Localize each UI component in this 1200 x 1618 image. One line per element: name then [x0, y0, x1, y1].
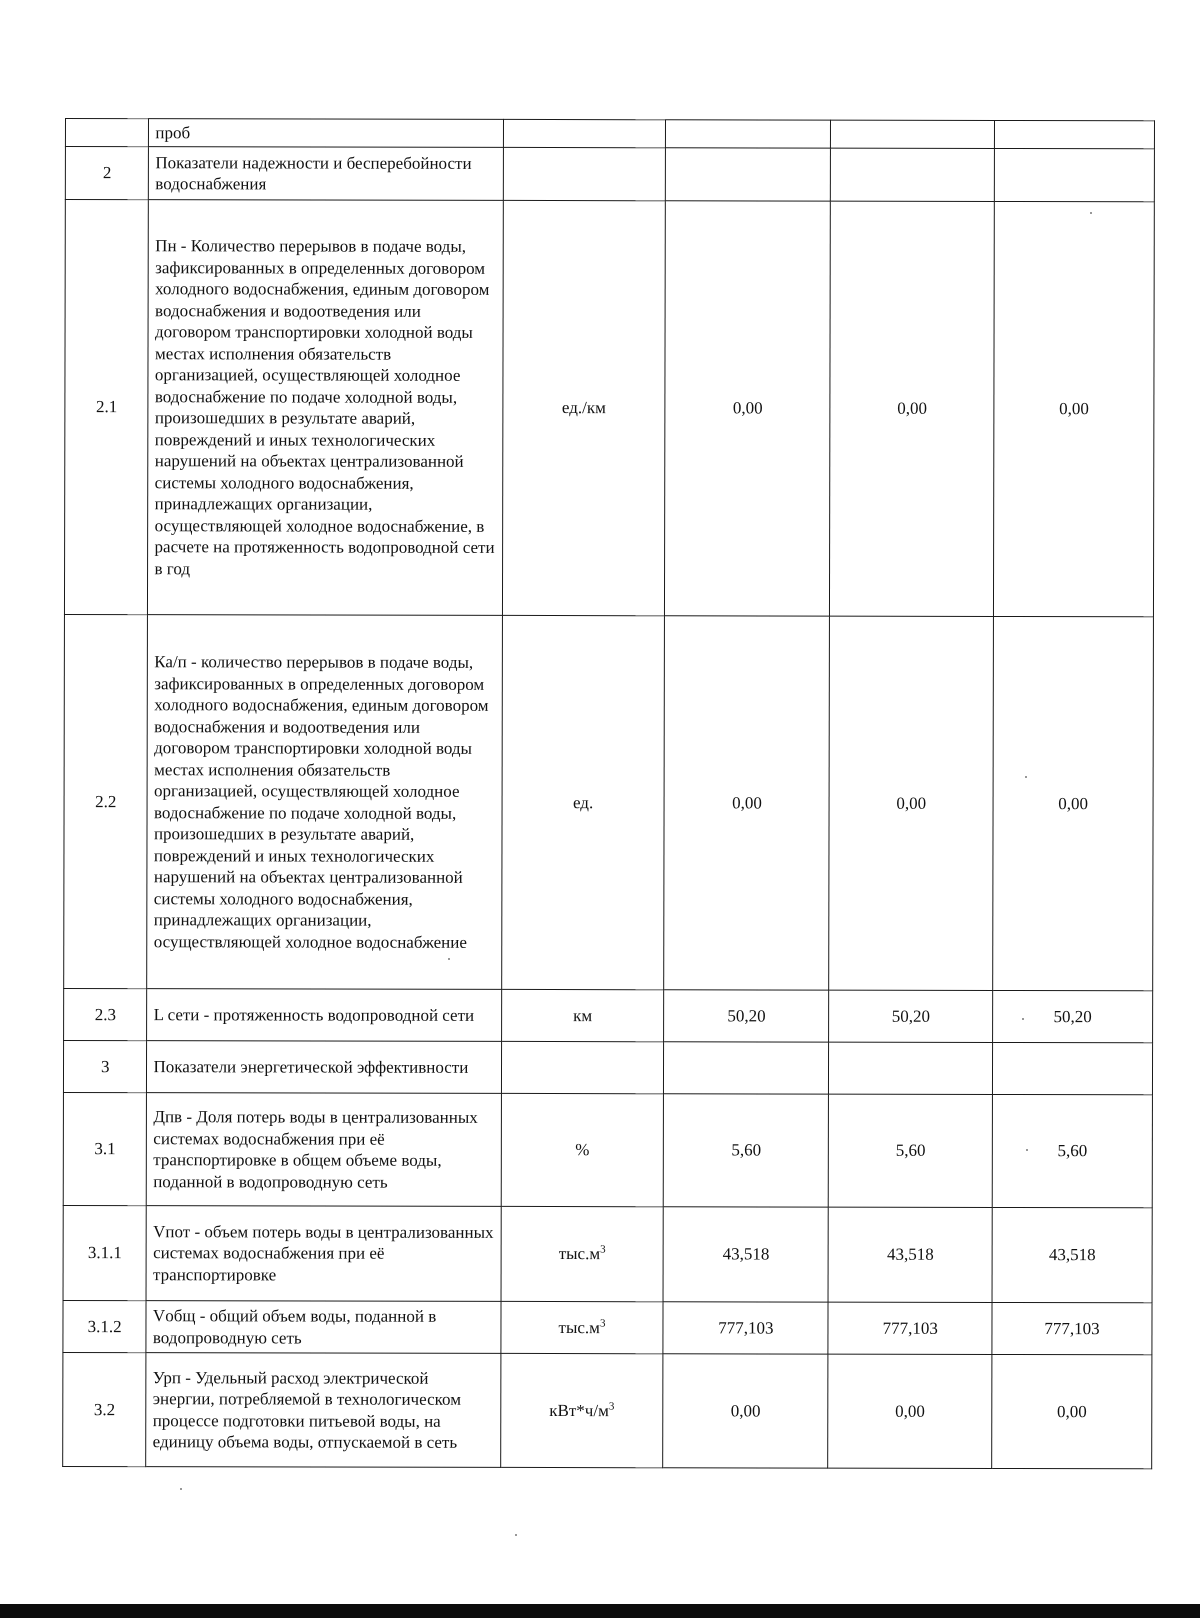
- unit-text: км: [573, 1005, 593, 1025]
- row-value-3: 5,60: [992, 1094, 1152, 1207]
- row-value-1: 0,00: [663, 1354, 828, 1468]
- table-row: [64, 614, 1154, 990]
- row-number: 3.1.2: [63, 1300, 147, 1352]
- row-description: Урп - Удельный расход электрической энергии, потребляемой в технологическом процессе подготовки питьевой воды, на единицу объема воды, отпускаемой в сеть: [146, 1353, 500, 1468]
- row-value-1: [666, 148, 831, 201]
- unit-text: ед.: [572, 792, 594, 812]
- row-description: Дпв - Доля потерь воды в централизованных системах водоснабжения при её транспортировке в общем объеме воды, поданной в водопроводную сеть: [147, 1093, 501, 1207]
- row-value-2: 0,00: [828, 1354, 992, 1468]
- scan-speck: [1090, 212, 1092, 214]
- row-value-2: 777,103: [828, 1302, 992, 1354]
- table-row: [64, 988, 1153, 1042]
- row-value-1: 50,20: [664, 990, 829, 1042]
- row-description: L сети - протяженность водопроводной сети: [147, 989, 501, 1042]
- row-description: Показатели энергетической эффективности: [147, 1041, 501, 1094]
- table-row: [63, 1205, 1152, 1302]
- row-number: 3.1: [63, 1092, 147, 1205]
- row-value-3: [994, 148, 1154, 201]
- table-row: [64, 200, 1154, 617]
- unit-text: %: [575, 1140, 590, 1160]
- row-unit: [503, 147, 666, 200]
- scan-speck: [1025, 776, 1027, 778]
- scan-speck: [1026, 1149, 1028, 1151]
- scan-edge-bar: [0, 1604, 1200, 1618]
- row-value-3: [995, 120, 1155, 148]
- unit-text: тыс.м: [558, 1317, 600, 1337]
- row-value-3: 777,103: [992, 1302, 1152, 1354]
- table-row: [63, 1040, 1152, 1094]
- unit-text: кВт*ч/м: [549, 1400, 609, 1420]
- unit-text: ед./км: [561, 398, 606, 418]
- row-value-1: [666, 120, 831, 148]
- row-description: Показатели надежности и бесперебойности водоснабжения: [149, 147, 503, 201]
- row-description: проб: [149, 119, 503, 148]
- row-value-3: 50,20: [993, 990, 1153, 1042]
- row-number: 2: [65, 147, 149, 200]
- unit-superscript: 3: [600, 1243, 606, 1256]
- table-row: [63, 1352, 1152, 1468]
- row-unit: [501, 989, 664, 1041]
- indicators-table: [62, 118, 1155, 1469]
- row-number: 2.2: [64, 614, 148, 988]
- scan-speck: [1022, 1018, 1024, 1020]
- table-row: [65, 147, 1154, 202]
- row-unit: [500, 1353, 663, 1467]
- row-value-2: [831, 120, 995, 148]
- row-unit: [503, 119, 666, 147]
- row-unit: [501, 615, 665, 989]
- row-number: 3: [63, 1040, 147, 1092]
- row-value-1: 777,103: [663, 1302, 828, 1354]
- scan-speck: [448, 958, 450, 960]
- row-number: 2.1: [64, 200, 148, 615]
- row-value-2: 50,20: [829, 990, 993, 1042]
- row-value-2: 5,60: [829, 1094, 993, 1207]
- row-number: 2.3: [64, 988, 148, 1040]
- table-row: [65, 119, 1154, 149]
- row-number: [65, 119, 149, 147]
- row-value-1: 0,00: [665, 201, 831, 616]
- row-value-3: 43,518: [992, 1207, 1152, 1302]
- row-unit: [501, 1093, 664, 1206]
- row-description: Ка/п - количество перерывов в подаче воды, зафиксированных в определенных договором холодного водоснабжения, единым договором водоснабжения и водоотведения или договором транспортировки холодной воды местах исполнения обязательств организацией, осуществляющей холодное водоснабжение по подаче холодной воды, произошедших в результате аварий, повреждений и иных технологических нарушений на объектах централизованной системы холодного водоснабжения, принадлежащих организации, осуществляющей холодное водоснабжение: [147, 615, 502, 990]
- row-value-2: 43,518: [828, 1207, 992, 1302]
- row-value-3: 0,00: [993, 616, 1154, 990]
- unit-superscript: 3: [599, 1317, 606, 1330]
- table-row: [63, 1092, 1152, 1207]
- row-unit: [501, 1206, 664, 1301]
- row-unit: [501, 1041, 664, 1093]
- row-number: 3.1.1: [63, 1205, 147, 1300]
- row-value-1: 5,60: [664, 1094, 829, 1207]
- row-description: Пн - Количество перерывов в подаче воды, зафиксированных в определенных договором холодного водоснабжения, единым договором водоснабжения и водоотведения или договором транспортировки холодной воды местах исполнения обязательств организацией, осуществляющей холодное водоснабжение по подаче холодной воды, произошедших в результате аварий, повреждений и иных технологических нарушений на объектах централизованной системы холодного водоснабжения, принадлежащих организации, осуществляющей холодное водоснабжение, в расчете на протяженность водопроводной сети в год: [148, 200, 503, 616]
- row-value-2: [829, 1042, 993, 1094]
- table-row: [63, 1300, 1152, 1354]
- row-value-1: [664, 1042, 829, 1094]
- scan-speck: [515, 1534, 517, 1536]
- row-value-2: 0,00: [830, 201, 995, 616]
- row-value-1: 43,518: [663, 1207, 828, 1302]
- row-value-3: 0,00: [994, 201, 1155, 616]
- unit-text: тыс.м: [558, 1244, 601, 1264]
- row-number: 3.2: [63, 1352, 147, 1466]
- row-unit: [501, 1301, 664, 1353]
- row-value-1: 0,00: [664, 616, 830, 990]
- scan-speck: [180, 1488, 182, 1490]
- row-value-3: [993, 1042, 1153, 1094]
- unit-superscript: 3: [608, 1400, 615, 1413]
- row-description: Vобщ - общий объем воды, поданной в водопроводную сеть: [146, 1301, 500, 1354]
- row-value-2: [831, 148, 995, 201]
- row-value-2: 0,00: [829, 616, 994, 990]
- row-value-3: 0,00: [992, 1354, 1152, 1468]
- row-description: Vпот - объем потерь воды в централизованных системах водоснабжения при её транспортировке: [146, 1206, 500, 1302]
- row-unit: [502, 200, 666, 615]
